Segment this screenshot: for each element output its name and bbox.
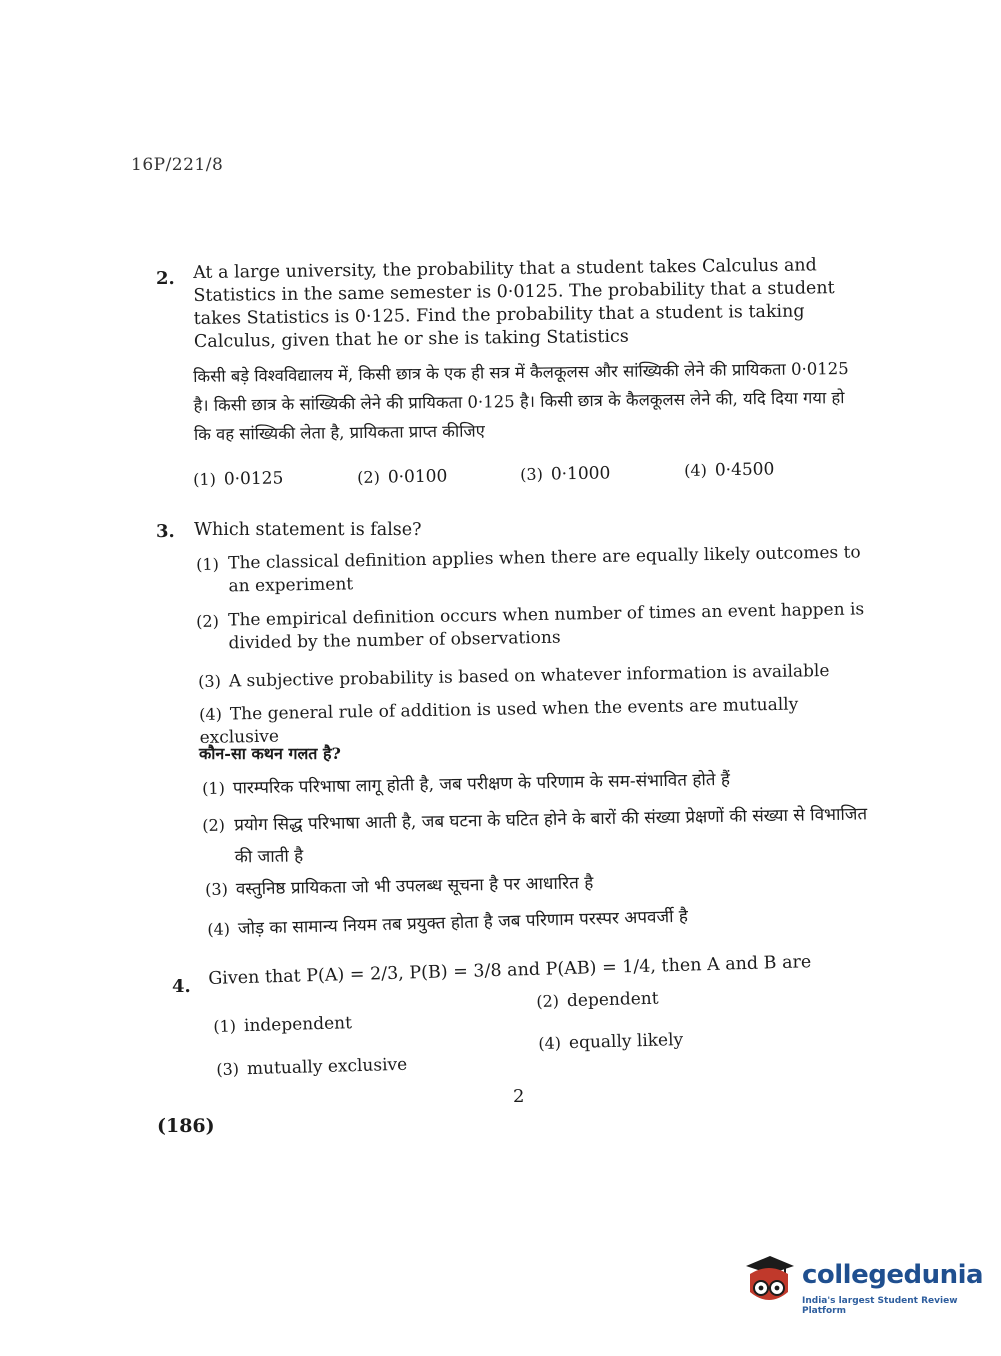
option-number: (2) <box>536 991 560 1011</box>
option-3 <box>216 1053 408 1082</box>
option-number: (3) <box>216 1059 240 1079</box>
option-number: (1) <box>213 1016 237 1036</box>
option-number: (2) <box>357 467 381 487</box>
option-3 <box>520 461 611 487</box>
option-number: (3) <box>205 879 229 899</box>
question-text-en: Given that P(A) = 2/3, P(B) = 3/8 and P(AB) = 1/4, then A and B are <box>208 952 812 989</box>
option-text: A subjective probability is based on whatever information is available <box>228 660 830 692</box>
booklet-code: (186) <box>157 1115 215 1137</box>
option-4 <box>684 457 775 483</box>
logo-wordmark: collegedunia <box>802 1260 984 1290</box>
question-text-hi: किसी बड़े विश्वविद्यालय में, किसी छात्र के एक ही सत्र में कैलकूलस और सांख्यिकी लेने की प्रायिकता 0·0125 है। किसी छात्र के सांख्यिकी लेने की प्रायिकता 0·125 है। किसी छात्र के कैलकूलस लेने की, यदि दिया गया हो कि वह सांख्यिकी लेता है, प्रायिकता प्राप्त कीजिए <box>193 358 849 444</box>
option-text: 0·0125 <box>223 468 284 490</box>
question-number: 3. <box>156 521 175 542</box>
option-number: (1) <box>202 778 226 798</box>
option-number: (4) <box>684 460 708 480</box>
option-text: The empirical definition occurs when number of times an event happen is divided by the number of observations <box>228 599 865 654</box>
option-number: (3) <box>520 464 544 484</box>
option-en-1 <box>196 541 867 599</box>
option-hi-2 <box>202 798 873 874</box>
option-text: equally likely <box>568 1029 684 1054</box>
logo-tagline: India's largest Student Review Platform <box>802 1296 958 1316</box>
option-4 <box>538 1028 683 1056</box>
option-text: 0·4500 <box>714 459 775 481</box>
option-hi-4 <box>207 900 867 942</box>
option-text: जोड़ का सामान्य नियम तब प्रयुक्त होता है जब परिणाम परस्पर अपवर्जी है <box>237 906 689 940</box>
option-number: (3) <box>198 671 222 691</box>
option-text: पारम्परिक परिभाषा लागू होती है, जब परीक्षण के परिणाम के सम-संभावित होते हैं <box>232 769 731 799</box>
option-number: (2) <box>196 611 220 631</box>
option-text: वस्तुनिष्ठ प्रायिकता जो भी उपलब्ध सूचना है पर आधारित है <box>235 873 594 900</box>
option-number: (2) <box>202 815 226 835</box>
option-1 <box>213 1011 352 1039</box>
option-number: (4) <box>538 1033 562 1053</box>
option-text: प्रयोग सिद्ध परिभाषा आती है, जब घटना के घटित होने के बारों की संख्या प्रेक्षणों की संख्या से विभाजित की जाती है <box>234 804 868 868</box>
question-text-hi: कौन-सा कथन गलत है? <box>199 744 341 763</box>
question-text-en: Which statement is false? <box>194 520 422 540</box>
option-text: independent <box>243 1013 353 1037</box>
option-en-2 <box>196 598 867 656</box>
option-text: mutually exclusive <box>246 1054 408 1080</box>
question-text-en: At a large university, the probability that a student takes Calculus and Statistics in the same semester is 0·0125. The probability that a student takes Statistics is 0·125. Find the probability that a student is taking Calculus, given that he or she is taking Statistics <box>193 255 835 352</box>
option-en-3 <box>198 658 868 694</box>
option-text: dependent <box>566 988 659 1012</box>
question-number: 4. <box>172 976 191 997</box>
option-text: 0·0100 <box>387 466 448 488</box>
collegedunia-logo <box>740 1250 984 1320</box>
option-text: The classical definition applies when there are equally likely outcomes to an experiment <box>228 542 861 597</box>
option-text: The general rule of addition is used when the events are mutually exclusive <box>199 694 799 748</box>
option-number: (1) <box>193 469 217 489</box>
option-2 <box>536 987 659 1014</box>
option-2 <box>357 464 448 490</box>
paper-code: 16P/221/8 <box>131 155 224 175</box>
page-number: 2 <box>513 1086 525 1107</box>
option-number: (1) <box>196 554 220 574</box>
option-hi-1 <box>202 765 862 801</box>
option-number: (4) <box>199 704 223 724</box>
option-number: (4) <box>207 919 231 939</box>
option-1 <box>193 466 284 492</box>
option-text: 0·1000 <box>550 463 611 485</box>
question-number: 2. <box>156 268 175 289</box>
student-mascot-icon <box>740 1252 798 1310</box>
